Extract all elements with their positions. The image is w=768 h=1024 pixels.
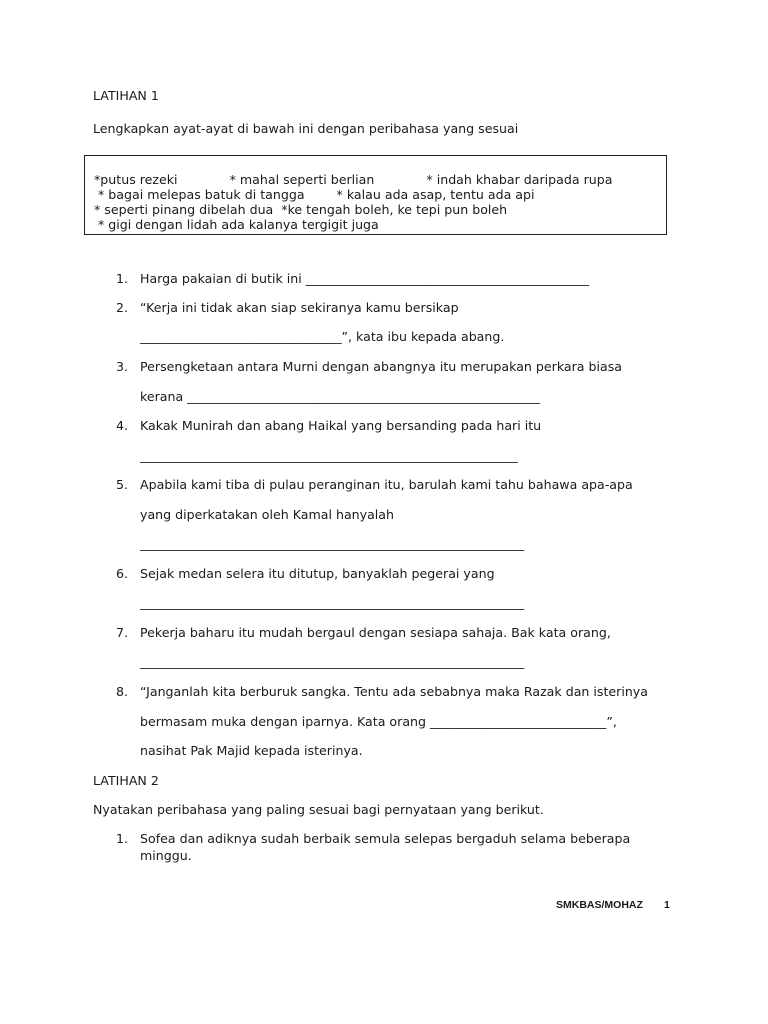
question-text: kerana ________________________________________________________ [140,389,540,404]
latihan-2-instruction: Nyatakan peribahasa yang paling sesuai bagi pernyataan yang berikut. [93,802,544,817]
question-text: bermasam muka dengan iparnya. Kata orang ____________________________”, [140,714,617,729]
option-line: *putus rezeki * mahal seperti berlian * indah khabar daripada rupa [94,172,613,187]
question-text: Sofea dan adiknya sudah berbaik semula selepas bergaduh selama beberapa [140,831,631,846]
latihan-1-instruction: Lengkapkan ayat-ayat di bawah ini dengan peribahasa yang sesuai [93,121,519,136]
question-text: Persengketaan antara Murni dengan abangnya itu merupakan perkara biasa [140,359,623,374]
option-line: * bagai melepas batuk di tangga * kalau ada asap, tentu ada api [94,187,535,202]
question-number: 1. [115,271,128,286]
question-text: _____________________________________________________________ [140,595,525,610]
question-text: “Janganlah kita berburuk sangka. Tentu ada sebabnya maka Razak dan isterinya [140,684,648,699]
option-line: * seperti pinang dibelah dua *ke tengah boleh, ke tepi pun boleh [94,202,508,217]
question-number: 5. [115,477,128,492]
question-text: Sejak medan selera itu ditutup, banyaklah pegerai yang [140,566,495,581]
question-text: “Kerja ini tidak akan siap sekiranya kamu bersikap [140,300,459,315]
question-text: Kakak Munirah dan abang Haikal yang bersanding pada hari itu [140,418,542,433]
question-text: yang diperkatakan oleh Kamal hanyalah [140,507,395,522]
question-number: 2. [115,300,128,315]
question-text: Apabila kami tiba di pulau peranginan itu, barulah kami tahu bahawa apa-apa [140,477,633,492]
question-text: minggu. [140,848,192,863]
question-text: _____________________________________________________________ [140,654,525,669]
page-number: 1 [664,899,670,911]
question-number: 4. [115,418,128,433]
question-text: nasihat Pak Majid kepada isterinya. [140,743,363,758]
question-number: 1. [115,831,128,846]
question-text: Pekerja baharu itu mudah bergaul dengan sesiapa sahaja. Bak kata orang, [140,625,611,640]
latihan-1-heading: LATIHAN 1 [93,88,159,103]
question-number: 6. [115,566,128,581]
peribahasa-options-box [84,155,667,235]
latihan-2-heading: LATIHAN 2 [93,773,159,788]
question-number: 3. [115,359,128,374]
question-text: ____________________________________________________________ [140,448,518,463]
question-text: Harga pakaian di butik ini _____________________________________________ [140,271,590,286]
question-text: _____________________________________________________________ [140,536,525,551]
question-number: 7. [115,625,128,640]
footer-label: SMKBAS/MOHAZ [556,899,643,911]
question-text: ________________________________”, kata ibu kepada abang. [140,329,505,344]
option-line: * gigi dengan lidah ada kalanya tergigit juga [94,217,379,232]
question-number: 8. [115,684,128,699]
